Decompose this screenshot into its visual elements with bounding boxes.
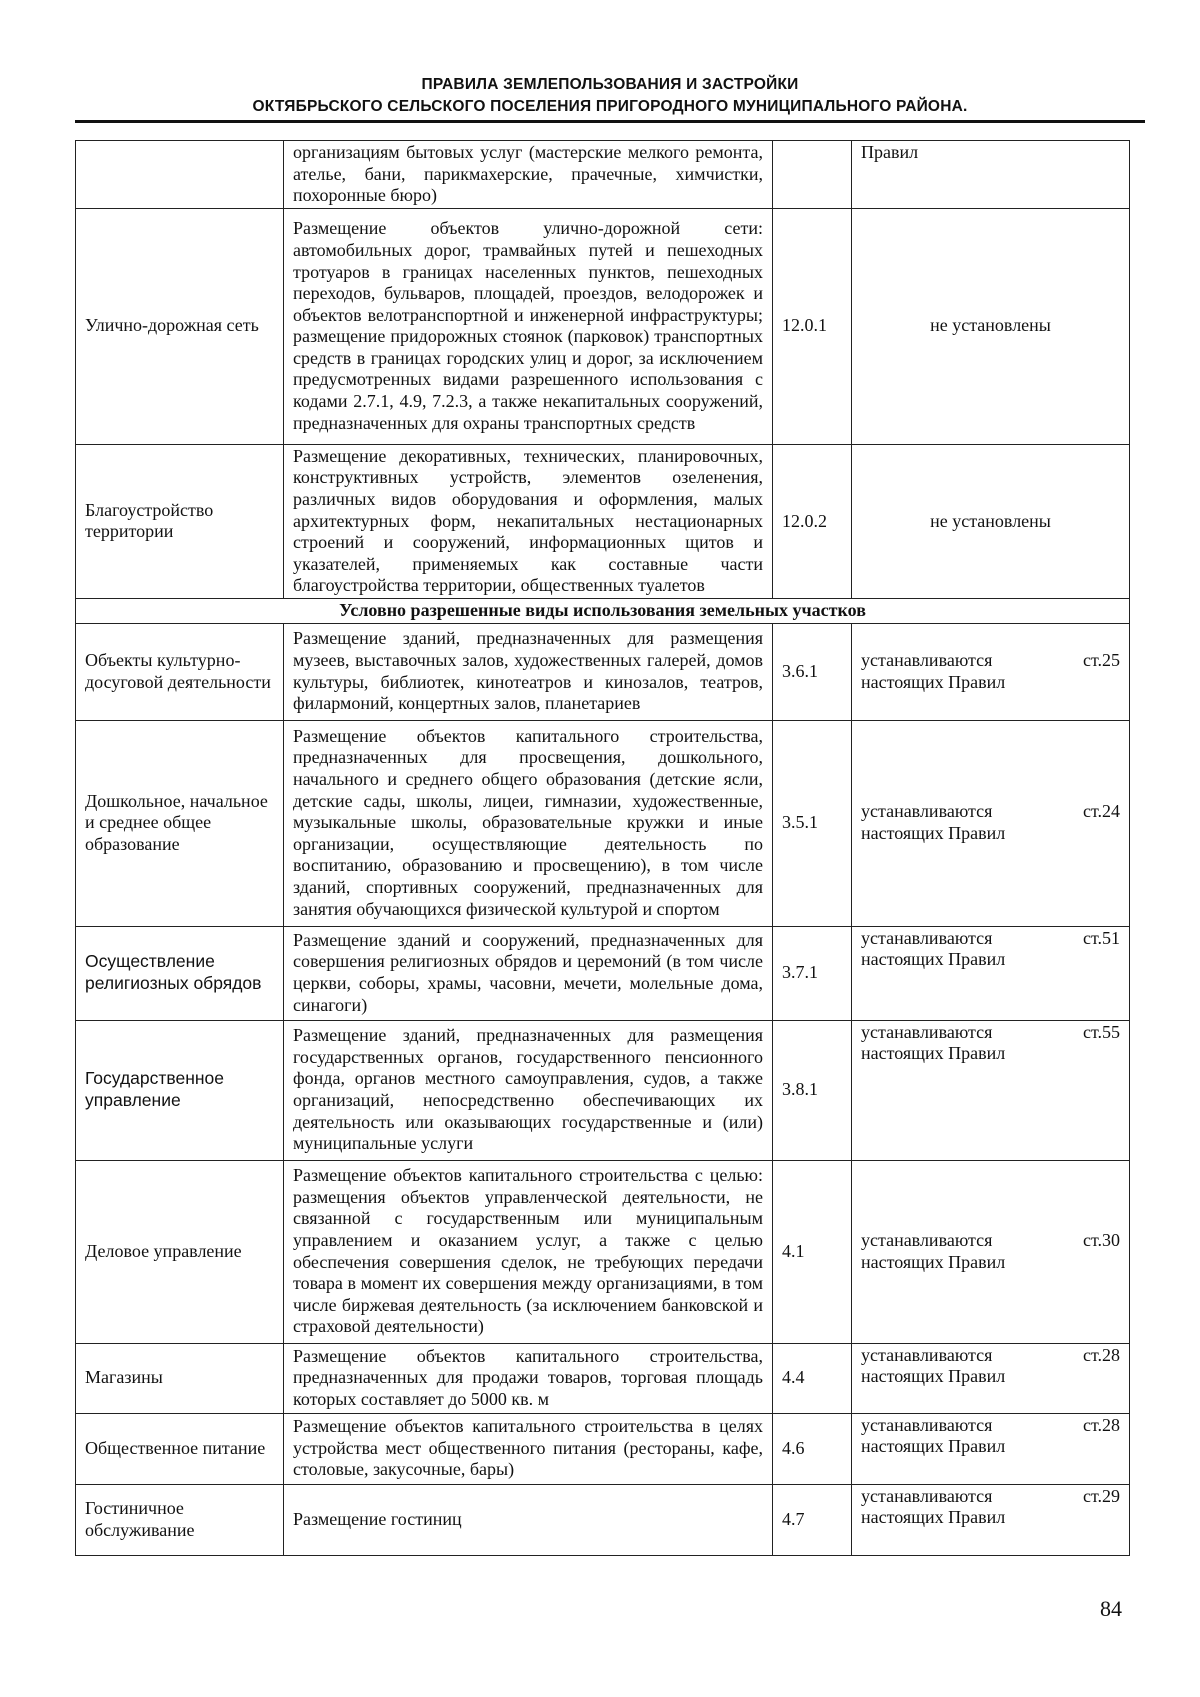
use-type-parameters: устанавливаются ст.55 настоящих Правил [852, 1020, 1130, 1160]
use-type-parameters: устанавливаются ст.51 настоящих Правил [852, 926, 1130, 1020]
table-row [76, 623, 1130, 720]
header-divider [75, 120, 1145, 123]
use-type-description: Размещение гостиниц [284, 1484, 773, 1555]
use-type-parameters: устанавливаются ст.28 настоящих Правил [852, 1343, 1130, 1413]
page-number: 84 [1100, 1596, 1122, 1621]
use-type-name: Объекты культурно-досуговой деятельности [76, 623, 284, 720]
use-type-name: Гостиничное обслуживание [76, 1484, 284, 1555]
use-type-parameters: не установлены [852, 444, 1130, 598]
use-type-name: Благоустройство территории [76, 444, 284, 598]
use-type-parameters: Правил [852, 141, 1130, 209]
table-section-row [76, 598, 1130, 623]
use-type-code: 12.0.1 [773, 208, 852, 444]
use-type-parameters: устанавливаются ст.29 настоящих Правил [852, 1484, 1130, 1555]
use-type-code: 3.6.1 [773, 623, 852, 720]
land-use-table [75, 140, 1130, 1556]
table-row [76, 1413, 1130, 1484]
use-type-name: Улично-дорожная сеть [76, 208, 284, 444]
use-type-code: 3.5.1 [773, 720, 852, 926]
use-type-description: Размещение зданий и сооружений, предназначенных для совершения религиозных обрядов и церемоний (в том числе церкви, соборы, храмы, часовни, мечети, молельные дома, синагоги) [284, 926, 773, 1020]
use-type-code: 4.4 [773, 1343, 852, 1413]
use-type-code: 12.0.2 [773, 444, 852, 598]
use-type-parameters: устанавливаются ст.30 настоящих Правил [852, 1160, 1130, 1343]
use-type-name: Дошкольное, начальное и среднее общее образование [76, 720, 284, 926]
use-type-code: 3.7.1 [773, 926, 852, 1020]
use-type-parameters: устанавливаются ст.25 настоящих Правил [852, 623, 1130, 720]
use-type-description: Размещение зданий, предназначенных для размещения музеев, выставочных залов, художественных галерей, домов культуры, библиотек, кинотеатров и кинозалов, театров, филармоний, концертных залов, планетариев [284, 623, 773, 720]
use-type-parameters: устанавливаются ст.24 настоящих Правил [852, 720, 1130, 926]
use-type-code [773, 141, 852, 209]
table-row [76, 720, 1130, 926]
use-type-description: Размещение декоративных, технических, планировочных, конструктивных устройств, элементов озеленения, различных видов оборудования и оформления, малых архитектурных форм, некапитальных нестационарных строений и сооружений, информационных щитов и указателей, применяемых как составные части благоустройства территории, общественных туалетов [284, 444, 773, 598]
use-type-name: Деловое управление [76, 1160, 284, 1343]
use-type-name: Государственное управление [76, 1020, 284, 1160]
use-type-name: Общественное питание [76, 1413, 284, 1484]
use-type-parameters: устанавливаются ст.28 настоящих Правил [852, 1413, 1130, 1484]
header-title-line-2: ОКТЯБРЬСКОГО СЕЛЬСКОГО ПОСЕЛЕНИЯ ПРИГОРОДНОГО МУНИЦИПАЛЬНОГО РАЙОНА. [252, 98, 968, 115]
table-row [76, 208, 1130, 444]
table-row [76, 926, 1130, 1020]
table-row [76, 444, 1130, 598]
use-type-description: Размещение объектов капитального строительства в целях устройства мест общественного питания (рестораны, кафе, столовые, закусочные, бары) [284, 1413, 773, 1484]
table-row [76, 1160, 1130, 1343]
use-type-parameters: не установлены [852, 208, 1130, 444]
table-row [76, 1343, 1130, 1413]
document-header [75, 74, 1145, 118]
use-type-name [76, 141, 284, 209]
use-type-name: Магазины [76, 1343, 284, 1413]
use-type-description: Размещение объектов капитального строительства с целью: размещения объектов управленческой деятельности, не связанной с государственным или муниципальным управлением и оказанием услуг, а также с целью обеспечения совершения сделок, не требующих передачи товара в момент их совершения между организациями, в том числе биржевая деятельность (за исключением банковской и страховой деятельности) [284, 1160, 773, 1343]
table-row [76, 141, 1130, 209]
header-title-line-1: ПРАВИЛА ЗЕМЛЕПОЛЬЗОВАНИЯ И ЗАСТРОЙКИ [421, 76, 799, 93]
use-type-code: 4.1 [773, 1160, 852, 1343]
use-type-description: организациям бытовых услуг (мастерские мелкого ремонта, ателье, бани, парикмахерские, прачечные, химчистки, похоронные бюро) [284, 141, 773, 209]
section-title: Условно разрешенные виды использования земельных участков [76, 598, 1130, 623]
use-type-description: Размещение объектов капитального строительства, предназначенных для просвещения, дошкольного, начального и среднего общего образования (детские ясли, детские сады, школы, лицеи, гимназии, художественные, музыкальные школы, образовательные кружки и иные организации, осуществляющие деятельность по воспитанию, образованию и просвещению), в том числе зданий, спортивных сооружений, предназначенных для занятия обучающихся физической культурой и спортом [284, 720, 773, 926]
table-row [76, 1020, 1130, 1160]
use-type-code: 3.8.1 [773, 1020, 852, 1160]
use-type-description: Размещение объектов капитального строительства, предназначенных для продажи товаров, торговая площадь которых составляет до 5000 кв. м [284, 1343, 773, 1413]
use-type-description: Размещение объектов улично-дорожной сети: автомобильных дорог, трамвайных путей и пешеходных тротуаров в границах населенных пунктов, пешеходных переходов, бульваров, площадей, проездов, велодорожек и объектов велотранспортной и инженерной инфраструктуры; размещение придорожных стоянок (парковок) транспортных средств в границах городских улиц и дорог, за исключением предусмотренных видами разрешенного использования с кодами 2.7.1, 4.9, 7.2.3, а также некапитальных сооружений, предназначенных для охраны транспортных средств [284, 208, 773, 444]
use-type-name: Осуществление религиозных обрядов [76, 926, 284, 1020]
use-type-code: 4.6 [773, 1413, 852, 1484]
use-type-code: 4.7 [773, 1484, 852, 1555]
table-row [76, 1484, 1130, 1555]
use-type-description: Размещение зданий, предназначенных для размещения государственных органов, государственного пенсионного фонда, органов местного самоуправления, судов, а также организаций, непосредственно обеспечивающих их деятельность или оказывающих государственные и (или) муниципальные услуги [284, 1020, 773, 1160]
